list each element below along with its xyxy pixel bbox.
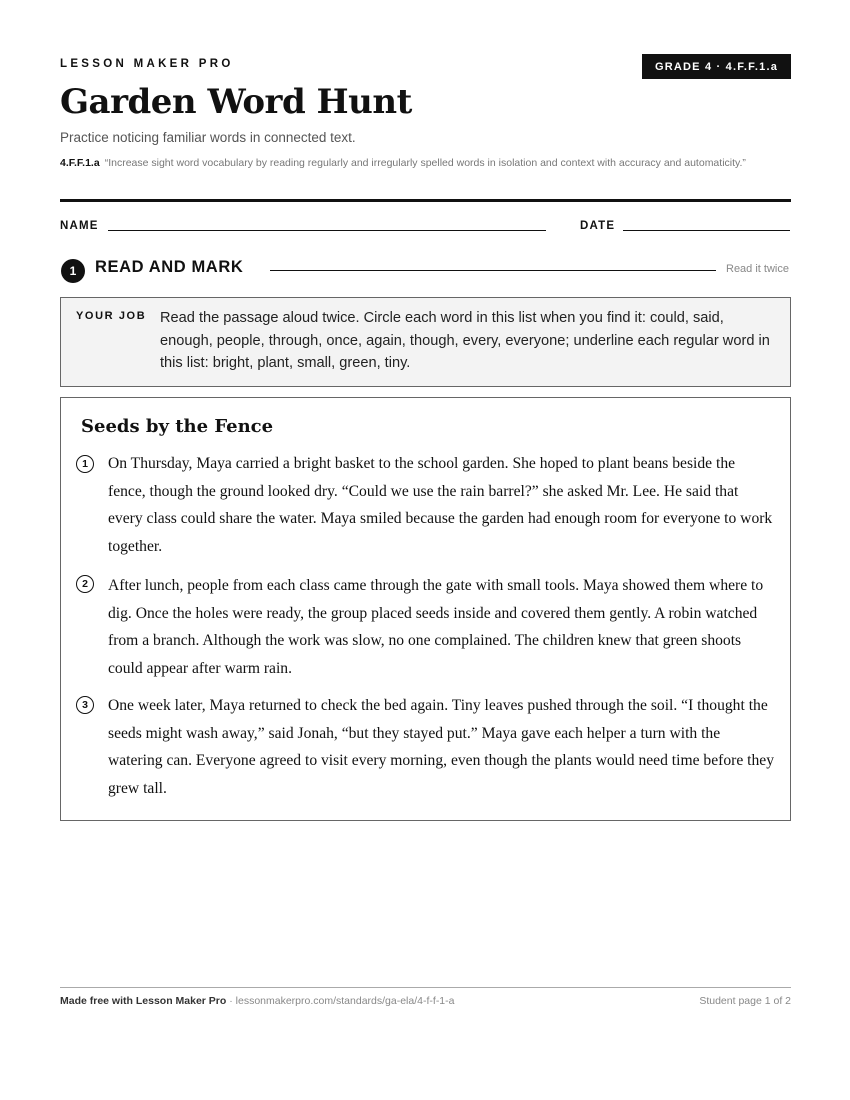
standard-description: [60, 155, 770, 171]
section-title: READ AND MARK: [95, 258, 244, 276]
instructions-text: Read the passage aloud twice. Circle each word in this list when you find it: could, said, enough, people, through, once, again, though, every, everyone; underline each regular word in this list: bright, plant, small, green, tiny.: [160, 310, 770, 371]
passage-box: [60, 397, 791, 821]
paragraph-number-badge: 3: [76, 696, 94, 714]
paragraph-number-badge: 1: [76, 455, 94, 473]
standard-code: 4.F.F.1.a: [60, 157, 100, 169]
section-note: Read it twice: [726, 263, 789, 275]
date-label: DATE: [580, 220, 616, 232]
grade-badge: GRADE 4 · 4.F.F.1.a: [642, 54, 791, 79]
page-title: Garden Word Hunt: [60, 82, 412, 122]
header-divider: [60, 199, 791, 202]
instructions-box: [60, 297, 791, 387]
passage-paragraph: One week later, Maya returned to check the bed again. Tiny leaves pushed through the soil. “I thought the seeds might wash away,” said Jonah, “but they stayed put.” Maya gave each helper a turn with the watering can. Everyone agreed to visit every morning, even though the plants would need time before they grew tall.: [108, 697, 774, 797]
section-number-badge: 1: [61, 259, 85, 283]
passage-paragraph: On Thursday, Maya carried a bright basket to the school garden. She hoped to plant beans beside the fence, though the ground looked dry. “Could we use the rain barrel?” she asked Mr. Lee. He said that every class could share the water. Maya smiled because the garden had enough room for everyone to work together.: [108, 455, 773, 555]
section-rule: [270, 270, 716, 271]
brand-name: LESSON MAKER PRO: [60, 58, 234, 70]
page-subtitle: Practice noticing familiar words in connected text.: [60, 130, 356, 145]
passage-paragraph: After lunch, people from each class came through the gate with small tools. Maya showed them where to dig. Once the holes were ready, the group placed seeds inside and covered them gently. A robin watched from a branch. Although the work was slow, no one complained. The children knew that green shoots could appear after warm rain.: [108, 577, 764, 677]
name-field-line[interactable]: [108, 230, 546, 231]
footer-url: · lessonmakerpro.com/standards/ga-ela/4-f-f-1-a: [226, 995, 455, 1007]
date-field-line[interactable]: [623, 230, 790, 231]
footer-credit: [60, 995, 455, 1007]
footer-page-number: Student page 1 of 2: [699, 995, 791, 1007]
instructions-label: YOUR JOB: [76, 310, 147, 322]
footer-made-with: Made free with Lesson Maker Pro: [60, 995, 227, 1007]
paragraph-number-badge: 2: [76, 575, 94, 593]
name-label: NAME: [60, 220, 99, 232]
passage-title: Seeds by the Fence: [81, 416, 274, 437]
standard-text: “Increase sight word vocabulary by reading regularly and irregularly spelled words in isolation and context with accuracy and automaticity.”: [104, 157, 746, 169]
footer-divider: [60, 987, 791, 988]
